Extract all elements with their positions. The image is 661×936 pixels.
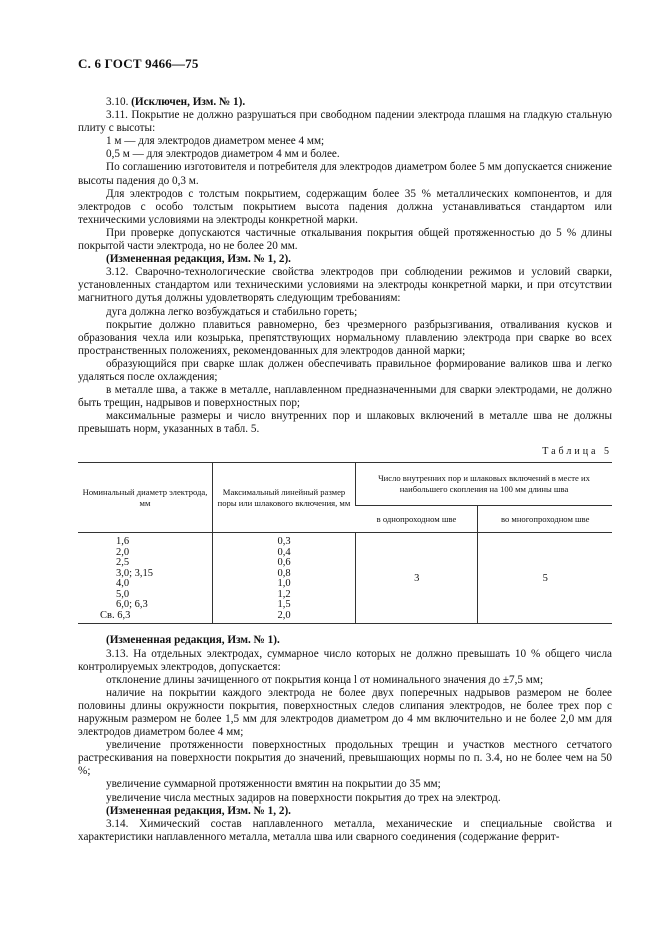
size-value: 0,3 (277, 536, 291, 548)
size-value: 0,8 (277, 567, 291, 579)
list-item: образующийся при сварке шлак должен обеспечивать правильное формирование валиков шва и легко удаляться после охлаждения; (78, 357, 612, 383)
paragraph: Для электродов с толстым покрытием, содержащим более 35 % металлических компонентов, и для электродов с особо толстым покрытием высота падения должна устанавливаться стандартом или техническими условиями на электроды конкретной марки. (78, 187, 612, 226)
list-item: 0,5 м — для электродов диаметром 4 мм и более. (106, 148, 340, 161)
size-value: 0,4 (277, 546, 291, 558)
diameter-value: 1,6 (116, 536, 130, 548)
diameter-value: 5,0 (116, 588, 130, 600)
header-multi-pass: во многопроходном шве (478, 506, 612, 533)
paragraph: По соглашению изготовителя и потребителя для электродов диаметром более 5 мм допускается снижение высоты падения до 0,3 м. (78, 161, 612, 187)
size-value: 1,0 (277, 578, 291, 590)
list-item: покрытие должно плавиться равномерно, без чрезмерного разбрызгивания, отваливания кусков и образования чехла или козырька, препятствующих нормальному плавлению электрода при сварке во всех пространственных положениях, рекомендованных для электродов данной марки; (78, 318, 612, 357)
document-page (78, 56, 612, 844)
size-cell (213, 533, 356, 624)
page-header: С. 6 ГОСТ 9466—75 (78, 56, 199, 71)
para-3-13: 3.13. На отдельных электродах, суммарное число которых не должно превышать 10 % общего числа контролируемых электродов, допускается: (78, 647, 612, 673)
diameter-value: 4,0 (116, 578, 130, 590)
list-item: 1 м — для электродов диаметром менее 4 мм; (106, 135, 325, 148)
para-3-12: 3.12. Сварочно-технологические свойства электродов при соблюдении режимов и условий сварки, установленных стандартом или техническими условиями на электроды конкретной марки, и при отсутствии магнитного дутья должны удовлетворять следующим требованиям: (78, 266, 612, 305)
bottom-text (78, 634, 612, 844)
clause-note: (Исключен, Изм. № 1). (131, 96, 246, 108)
diameter-value: 6,0; 6,3 (116, 599, 148, 611)
header-single-pass: в однопроходном шве (356, 506, 478, 533)
table-caption: Таблица 5 (542, 446, 612, 458)
para-3-14: 3.14. Химический состав наплавленного металла, механические и специальные свойства и характеристики наплавленного металла, металла шва или сварного соединения (содержание феррит- (78, 817, 612, 843)
clause-number: 3.10. (106, 96, 129, 108)
size-value: 0,6 (277, 557, 291, 569)
header-count-group: Число внутренних пор и шлаковых включений в месте их наибольшего скопления на 100 мм длины шва (356, 463, 613, 506)
top-text (78, 96, 612, 436)
diameter-cell (78, 533, 213, 624)
para-3-11: 3.11. Покрытие не должно разрушаться при свободном падении электрода плашмя на гладкую стальную плиту с высоты: (78, 109, 612, 135)
list-item: увеличение числа местных задиров на поверхности покрытия до трех на электрод. (106, 791, 501, 804)
diameter-value: 3,0; 3,15 (116, 567, 154, 579)
list-item: отклонение длины зачищенного от покрытия конца l от номинального значения до ±7,5 мм; (106, 673, 544, 686)
diameter-value: Св. 6,3 (100, 609, 131, 621)
diameter-value: 2,0 (116, 546, 130, 558)
revision-note: (Измененная редакция, Изм. № 1). (106, 634, 280, 647)
header-diameter: Номинальный диаметр электрода, мм (78, 463, 213, 533)
size-value: 1,2 (277, 588, 291, 600)
list-item: увеличение протяженности поверхностных продольных трещин и участков местного сетчатого растрескивания на поверхности покрытия до значений, превышающих нормы по п. 3.4, но не более чем на 50 %; (78, 739, 612, 778)
list-item: увеличение суммарной протяженности вмятин на покрытии до 35 мм; (106, 778, 441, 791)
list-item: в металле шва, а также в металле, наплавленном предназначенными для сварки электродами, не должно быть трещин, надрывов и поверхностных пор; (78, 384, 612, 410)
list-item: дуга должна легко возбуждаться и стабильно гореть; (106, 305, 358, 318)
table-5 (78, 462, 612, 624)
table-row (78, 533, 612, 624)
list-item: максимальные размеры и число внутренних пор и шлаковых включений в металле шва не должны превышать норм, указанных в табл. 5. (78, 410, 612, 436)
revision-note: (Измененная редакция, Изм. № 1, 2). (106, 253, 291, 266)
revision-note: (Измененная редакция, Изм. № 1, 2). (106, 804, 291, 817)
diameter-value: 2,5 (116, 557, 130, 569)
size-value: 1,5 (277, 599, 291, 611)
para-3-10 (78, 96, 612, 109)
size-value: 2,0 (277, 609, 291, 621)
multi-pass-count: 5 (478, 533, 612, 624)
paragraph: При проверке допускаются частичные откалывания покрытия общей протяженностью до 5 % длины покрытой части электрода, но не более 20 мм. (78, 226, 612, 253)
header-max-size: Максимальный линейный размер поры или шлакового включения, мм (213, 463, 356, 533)
list-item: наличие на покрытии каждого электрода не более двух поперечных надрывов размером не более половины длины окружности покрытия, поверхностных следов слипания электродов, не более трех пор с наружным размером не более 1,5 мм для электродов диаметром до 4 мм включительно и не более 2,0 мм для электродов диаметром более 4 мм; (78, 686, 612, 739)
single-pass-count: 3 (356, 533, 478, 624)
